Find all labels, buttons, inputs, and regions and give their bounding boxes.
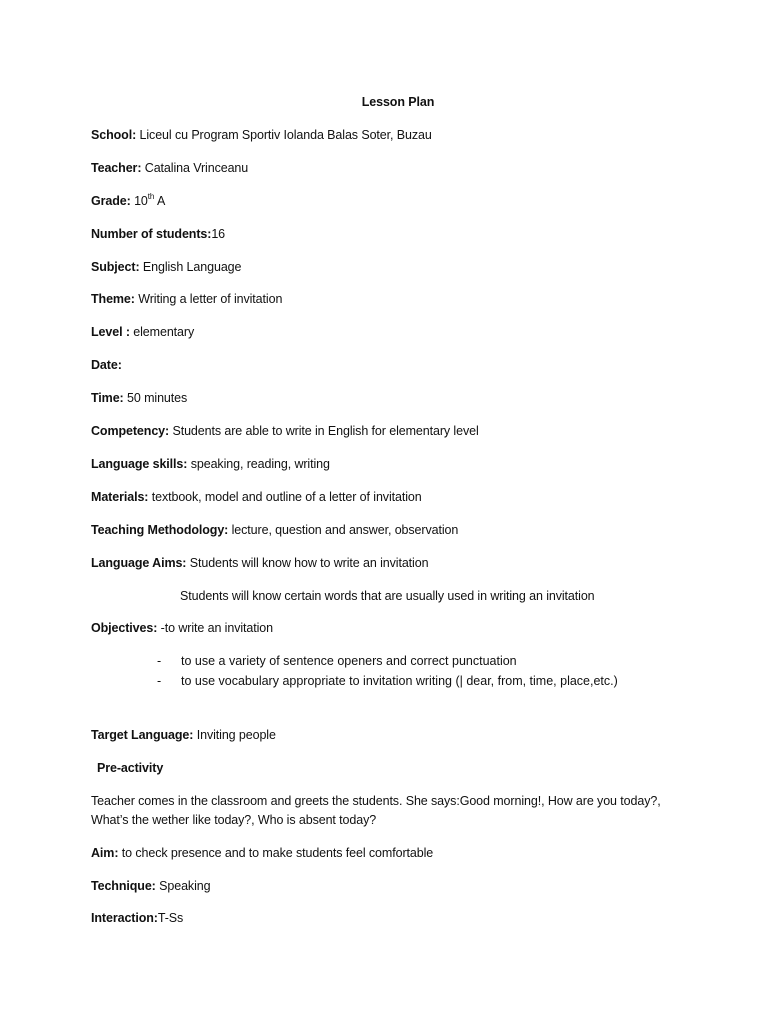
- teacher-value: Catalina Vrinceanu: [141, 161, 249, 175]
- paragraph-line-2: What’s the wether like today?, Who is absent today?: [91, 813, 377, 827]
- competency-label: Competency:: [91, 424, 170, 438]
- target-language-label: Target Language:: [91, 728, 194, 742]
- aim-value: to check presence and to make students feel comfortable: [118, 846, 434, 860]
- list-item: to use vocabulary appropriate to invitation writing (| dear, from, time, place,etc.): [181, 674, 618, 688]
- grade-superscript: th: [147, 191, 155, 201]
- date-label: Date:: [91, 358, 122, 372]
- document-title: Lesson Plan: [361, 95, 435, 109]
- subject-line: [91, 259, 241, 275]
- bullet-marker: -: [157, 654, 162, 668]
- technique-value: Speaking: [155, 879, 211, 893]
- subject-value: English Language: [139, 260, 242, 274]
- school-line: [91, 127, 432, 143]
- skills-line: [91, 456, 330, 472]
- materials-line: [91, 489, 422, 505]
- theme-line: [91, 291, 282, 307]
- skills-label: Language skills:: [91, 457, 188, 471]
- interaction-label: Interaction:: [91, 911, 158, 925]
- aims-line: [91, 555, 428, 571]
- pre-activity-heading: Pre-activity: [97, 761, 164, 775]
- methodology-line: [91, 522, 458, 538]
- time-label: Time:: [91, 391, 124, 405]
- students-line: [91, 226, 225, 242]
- date-line: [91, 357, 122, 373]
- students-label: Number of students:: [91, 227, 212, 241]
- grade-class: A: [154, 194, 166, 208]
- grade-line: [91, 193, 165, 209]
- target-language-line: [91, 727, 276, 743]
- competency-value: Students are able to write in English for elementary level: [169, 424, 479, 438]
- bullet-marker: -: [157, 674, 162, 688]
- school-label: School:: [91, 128, 137, 142]
- aims-value: Students will know how to write an invitation: [186, 556, 429, 570]
- aim-line: [91, 845, 433, 861]
- school-value: Liceul cu Program Sportiv Iolanda Balas Soter, Buzau: [136, 128, 432, 142]
- subject-label: Subject:: [91, 260, 140, 274]
- students-value: 16: [211, 227, 226, 241]
- theme-label: Theme:: [91, 292, 135, 306]
- technique-label: Technique:: [91, 879, 156, 893]
- aims-second-line: Students will know certain words that are usually used in writing an invitation: [180, 589, 595, 603]
- methodology-value: lecture, question and answer, observation: [228, 523, 459, 537]
- methodology-label: Teaching Methodology:: [91, 523, 229, 537]
- time-line: [91, 390, 187, 406]
- interaction-line: [91, 910, 183, 926]
- objectives-value: -to write an invitation: [157, 621, 274, 635]
- target-language-value: Inviting people: [193, 728, 276, 742]
- grade-label: Grade:: [91, 194, 131, 208]
- aim-label: Aim:: [91, 846, 119, 860]
- level-line: [91, 324, 194, 340]
- level-value: elementary: [129, 325, 195, 339]
- grade-value: 10: [130, 194, 148, 208]
- list-item: to use a variety of sentence openers and correct punctuation: [181, 654, 517, 668]
- technique-line: [91, 878, 210, 894]
- teacher-line: [91, 160, 248, 176]
- objectives-label: Objectives:: [91, 621, 158, 635]
- aims-label: Language Aims:: [91, 556, 187, 570]
- materials-value: textbook, model and outline of a letter of invitation: [148, 490, 422, 504]
- teacher-label: Teacher:: [91, 161, 142, 175]
- competency-line: [91, 423, 479, 439]
- level-label: Level :: [91, 325, 130, 339]
- interaction-value: T-Ss: [157, 911, 184, 925]
- skills-value: speaking, reading, writing: [187, 457, 330, 471]
- materials-label: Materials:: [91, 490, 149, 504]
- objectives-line: [91, 620, 273, 636]
- time-value: 50 minutes: [123, 391, 188, 405]
- theme-value: Writing a letter of invitation: [134, 292, 283, 306]
- paragraph-line-1: Teacher comes in the classroom and greets the students. She says:Good morning!, How are you today?,: [91, 794, 661, 808]
